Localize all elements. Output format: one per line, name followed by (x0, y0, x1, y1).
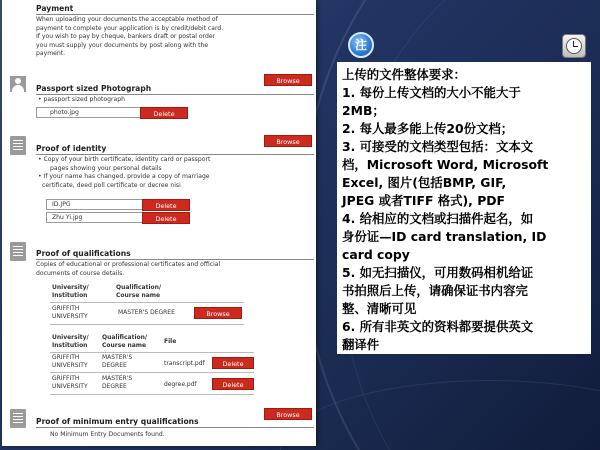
note-box (337, 62, 591, 354)
payment-line: If you wish to pay by cheque, bankers draft or postal order (36, 33, 216, 41)
note-badge: 注 (348, 32, 374, 58)
row-divider (50, 352, 254, 353)
passport-bullet: • passport sized photograph (38, 96, 125, 103)
person-icon (10, 76, 26, 92)
upload-form-screenshot (2, 0, 316, 446)
qualification-browse-button[interactable]: Browse (194, 307, 242, 319)
delete-button[interactable]: Delete (142, 199, 190, 211)
column-header: University/ Institution (52, 284, 89, 299)
table-cell: MASTER'S DEGREE (102, 354, 133, 369)
file-name: transcript.pdf (164, 360, 205, 367)
table-cell: GRIFFITH UNIVERSITY (52, 354, 88, 369)
passport-title: Passport sized Photograph (36, 84, 152, 93)
note-line: JPEG 或者TIFF 格式), PDF (342, 193, 506, 208)
minimum-text: No Minimum Entry Documents found. (50, 431, 165, 438)
file-name: ID.JPG (52, 201, 71, 208)
table-cell: MASTER'S DEGREE (118, 309, 175, 316)
identity-line: • If your name has changed, provide a copy of marriage (38, 173, 210, 181)
delete-button[interactable]: Delete (212, 378, 254, 390)
table-cell: GRIFFITH UNIVERSITY (52, 375, 88, 390)
note-line: 书拍照后上传，请确保证书内容完 (342, 283, 528, 298)
table-cell: MASTER'S DEGREE (102, 375, 133, 390)
note-line: 身份证—ID card translation, ID (342, 229, 547, 244)
file-name: degree.pdf (164, 381, 197, 388)
document-icon (10, 242, 26, 261)
delete-button[interactable]: Delete (142, 212, 190, 224)
note-line: 4. 给相应的文档或扫描件起名，如 (342, 211, 534, 226)
delete-button[interactable]: Delete (212, 357, 254, 369)
payment-line: When uploading your documents the acceptable method of (36, 16, 218, 23)
note-line: 档，Microsoft Word, Microsoft (342, 157, 549, 172)
note-line: 整、清晰可见 (342, 301, 417, 316)
divider (36, 154, 314, 155)
document-icon (10, 409, 26, 428)
note-line: 翻译件 (342, 337, 380, 352)
note-line: Excel, 图片(包括BMP, GIF, (342, 175, 507, 190)
identity-line: certificate, deed poll certificate or decree nisi (42, 181, 181, 189)
column-header: Qualification/ Course name (102, 334, 148, 349)
identity-title: Proof of identity (36, 144, 107, 153)
divider (36, 259, 314, 260)
payment-title: Payment (36, 4, 74, 13)
row-divider (50, 302, 244, 303)
file-name: Zhu Yi.jpg (52, 214, 83, 221)
column-header: University/ Institution (52, 334, 89, 349)
divider (36, 427, 314, 428)
column-header: File (164, 338, 177, 345)
note-line: 5. 如无扫描仪，可用数码相机给证 (342, 265, 534, 280)
note-line: 2. 每人最多能上传20份文档； (342, 121, 514, 136)
minimum-browse-button[interactable]: Browse (264, 408, 312, 420)
table-cell: GRIFFITH UNIVERSITY (52, 305, 88, 320)
payment-line: payment. (36, 50, 66, 58)
document-icon (10, 136, 26, 155)
payment-line: payment to complete your application is by credit/debit card. (36, 24, 224, 32)
row-divider (50, 324, 244, 325)
divider (36, 14, 314, 15)
qualifications-line: documents of course details. (36, 269, 125, 277)
row-divider (50, 394, 254, 395)
note-line: card copy (342, 247, 410, 262)
identity-browse-button[interactable]: Browse (264, 135, 312, 147)
minimum-title: Proof of minimum entry qualifications (36, 417, 199, 426)
qualifications-title: Proof of qualifications (36, 249, 131, 258)
note-line: 6. 所有非英文的资料都要提供英文 (342, 319, 534, 334)
note-line: 2MB； (342, 103, 385, 118)
identity-line: • Copy of your birth certificate, identity card or passport (38, 156, 211, 163)
payment-line: you must supply your documents by post along with the (36, 41, 209, 49)
divider (36, 94, 314, 95)
note-line: 3. 可接受的文档类型包括：文本文 (342, 139, 534, 154)
row-divider (50, 372, 254, 373)
note-line: 上传的文件整体要求： (342, 67, 466, 82)
clock-icon (562, 34, 586, 58)
delete-button[interactable]: Delete (140, 107, 188, 119)
note-line: 1. 每份上传文档的大小不能大于 (342, 85, 521, 100)
qualifications-line: Copies of educational or professional certificates and official (36, 261, 221, 268)
identity-line: pages showing your personal details (50, 164, 162, 172)
file-name: photo.jpg (50, 109, 79, 116)
passport-browse-button[interactable]: Browse (264, 74, 312, 86)
column-header: Qualification/ Course name (116, 284, 162, 299)
